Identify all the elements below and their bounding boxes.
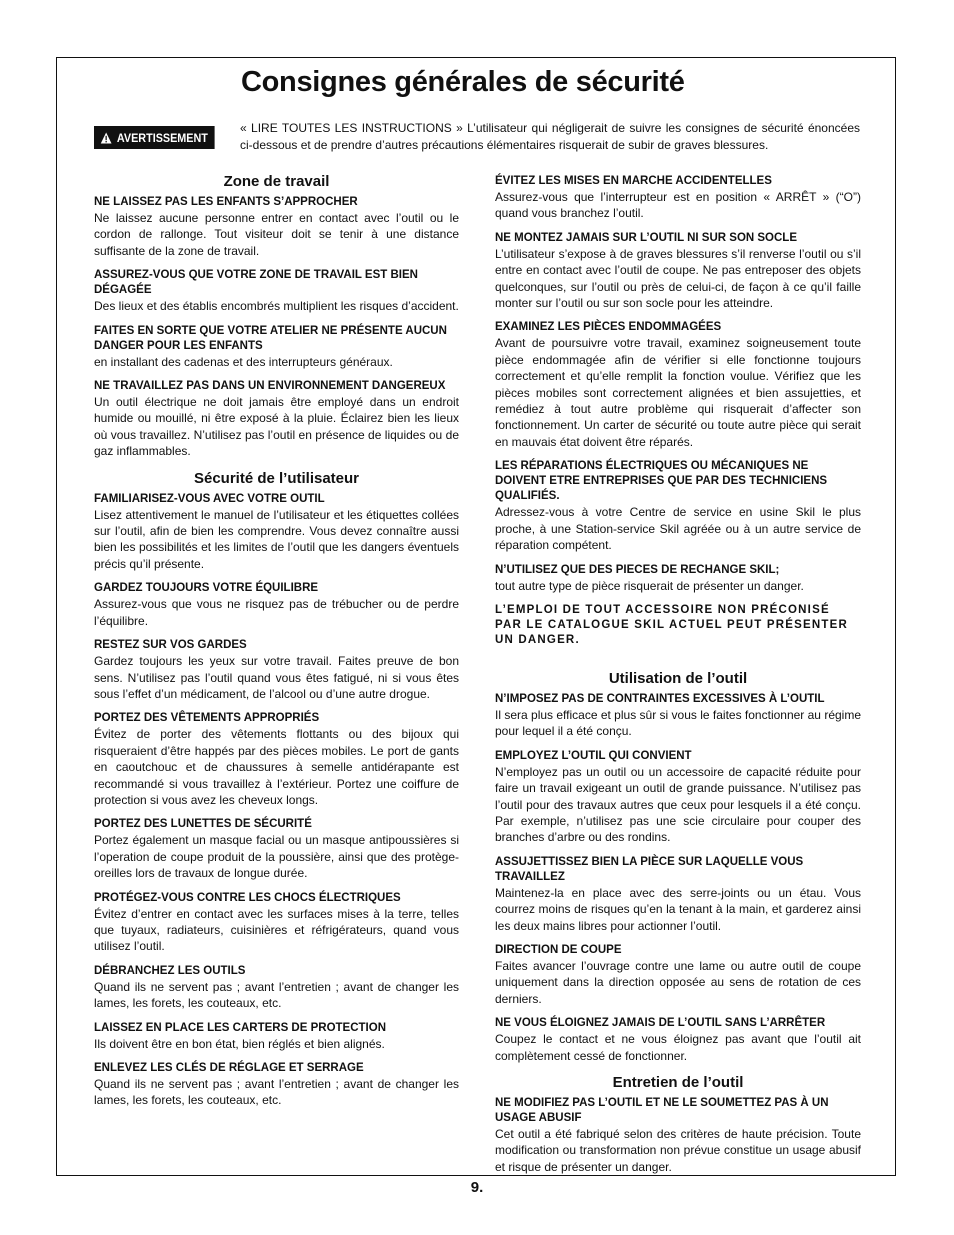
item-heading: EMPLOYEZ L’OUTIL QUI CONVIENT bbox=[495, 749, 692, 762]
item-text: Maintenez-la en place avec des serre-joints ou un étau. Vous courrez moins de risques qu’en la tenant à la main, et garderez ainsi les deux mains libres pour actionner l’outil. bbox=[495, 885, 861, 933]
left-column bbox=[94, 172, 459, 1118]
item-text: Cet outil a été fabriqué selon des critères de haute précision. Toute modification ou transformation non prévue constitue un usage abusif et risque de présenter un danger. bbox=[495, 1127, 861, 1174]
item-text: Évitez d’entrer en contact avec les surfaces mises à la terre, telles que tuyaux, radiateurs, cuisinières et réfrigérateurs, quand vous utilisez l’outil. bbox=[94, 906, 459, 954]
item-text: tout autre type de pièce risquerait de présenter un danger. bbox=[495, 578, 804, 593]
item-text: Ne laissez aucune personne entrer en contact avec l’outil ou le cordon de rallonge. Tout visiteur doit se tenir à une distance suffisante de la zone de travail. bbox=[94, 211, 459, 258]
item-heading: RESTEZ SUR VOS GARDES bbox=[94, 639, 247, 652]
item-text: Adressez-vous à votre Centre de service en usine Skil le plus proche, à une Station-service Skil agréée ou à un autre service de réparation compétent. bbox=[495, 505, 861, 553]
right-column bbox=[495, 174, 861, 1184]
item-heading: ENLEVEZ LES CLÉS DE RÉGLAGE ET SERRAGE bbox=[94, 1062, 364, 1074]
item-heading: DÉBRANCHEZ LES OUTILS bbox=[94, 964, 246, 977]
warning-triangle-icon bbox=[101, 132, 113, 144]
instruction-item bbox=[495, 231, 861, 312]
item-heading: PROTÉGEZ-VOUS CONTRE LES CHOCS ÉLECTRIQUES bbox=[94, 891, 401, 904]
section-title-zone-de-travail: Zone de travail bbox=[223, 173, 330, 190]
item-text: N’employez pas un outil ou un accessoire de capacité réduite pour faire un travail exigeant un outil de grande puissance. N’utilisez pas l’outil pour des travaux autres que ceux pour lesquels il a été conçu. Par exemple, n’utilisez pas une scie circulaire pour couper des branches d’arbre ou des rondins. bbox=[495, 764, 861, 845]
item-heading: NE TRAVAILLEZ PAS DANS UN ENVIRONNEMENT DANGEREUX bbox=[94, 380, 446, 393]
instruction-item bbox=[94, 195, 459, 259]
item-text: Il sera plus efficace et plus sûr si vous le faites fonctionner au régime pour lequel il a été conçu. bbox=[495, 707, 861, 739]
instruction-item bbox=[94, 1021, 459, 1052]
instruction-item bbox=[495, 1016, 861, 1064]
instruction-item bbox=[94, 1061, 459, 1109]
item-text: Gardez toujours les yeux sur votre travail. Faites preuve de bon sens. N’utilisez pas l’outil quand vous êtes fatigué, ni si vous êtes sous l’effet d’un médicament, de l’alcool ou d’une autre drogue. bbox=[94, 654, 459, 701]
instruction-item bbox=[495, 855, 861, 934]
instruction-item bbox=[94, 581, 459, 629]
item-text: Quand ils ne servent pas ; avant l’entretien ; avant de changer les lames, les forets, les couteaux, etc. bbox=[94, 1077, 459, 1108]
item-heading: ÉVITEZ LES MISES EN MARCHE ACCIDENTELLES bbox=[495, 175, 772, 187]
item-text: Assurez-vous que vous ne risquez pas de trébucher ou de perdre l’équilibre. bbox=[94, 597, 459, 628]
item-text: Portez également un masque facial ou un masque antipoussières si l’operation de coupe produit de la poussière, ainsi que des protège-oreilles lors de travaux de longue durée. bbox=[94, 833, 459, 881]
instruction-item bbox=[495, 174, 861, 222]
section-title-securite-utilisateur: Sécurité de l’utilisateur bbox=[193, 469, 360, 487]
item-heading: PORTEZ DES LUNETTES DE SÉCURITÉ bbox=[94, 818, 312, 831]
instruction-item bbox=[94, 711, 459, 808]
item-heading: PORTEZ DES VÊTEMENTS APPROPRIÉS bbox=[94, 712, 320, 725]
instruction-item bbox=[495, 749, 861, 846]
instruction-item bbox=[94, 964, 459, 1012]
instruction-item bbox=[94, 379, 459, 460]
item-text: Assurez-vous que l’interrupteur est en position « ARRÊT » (“O”) quand vous branchez l’outil. bbox=[495, 190, 861, 221]
instruction-item bbox=[495, 563, 861, 594]
item-heading: NE LAISSEZ PAS LES ENFANTS S’APPROCHER bbox=[94, 196, 358, 208]
item-text: en installant des cadenas et des interrupteurs généraux. bbox=[94, 354, 393, 369]
item-text: L’utilisateur s’expose à de graves blessures s’il renverse l’outil ou s’il entre en contact avec l’outil de coupe. Ne pas entreposer des objets quelconques, sur l’outil ou près de celui-ci, de façon à ce qu’il faille monter sur l’outil ou sur son socle pour les atteindre. bbox=[495, 246, 861, 311]
item-text: Faites avancer l’ouvrage contre une lame ou autre outil de coupe uniquement dans la direction opposée au sens de rotation de ces derniers. bbox=[495, 958, 861, 1006]
item-text: Coupez le contact et ne vous éloignez pas avant que l’outil ait complètement cessé de fonctionner. bbox=[495, 1032, 861, 1063]
item-heading: NE VOUS ÉLOIGNEZ JAMAIS DE L’OUTIL SANS L’ARRÊTER bbox=[495, 1017, 826, 1030]
item-text: Ils doivent être en bon état, bien réglés et bien alignés. bbox=[94, 1036, 385, 1051]
instruction-item bbox=[94, 817, 459, 881]
item-text: Des lieux et des établis encombrés multiplient les risques d’accident. bbox=[94, 299, 459, 314]
item-heading: ASSUREZ-VOUS QUE VOTRE ZONE DE TRAVAIL EST BIEN DÉGAGÉE bbox=[94, 269, 418, 297]
item-heading: ASSUJETTISSEZ BIEN LA PIÈCE SUR LAQUELLE VOUS TRAVAILLEZ bbox=[495, 855, 804, 883]
item-heading: EXAMINEZ LES PIÈCES ENDOMMAGÉES bbox=[495, 321, 722, 334]
instruction-item bbox=[94, 268, 459, 314]
instruction-item bbox=[495, 1096, 861, 1175]
section-title-utilisation-outil: Utilisation de l’outil bbox=[608, 669, 748, 687]
page-number: 9. bbox=[470, 1179, 484, 1196]
item-heading: LAISSEZ EN PLACE LES CARTERS DE PROTECTION bbox=[94, 1021, 386, 1034]
item-text: Lisez attentivement le manuel de l’utilisateur et les étiquettes collées sur l’outil, afin de bien les comprendre. Vous devez connaître aussi bien les possibilités et les limites de l’outil que les dangers éventuels précis qu’il présente. bbox=[94, 507, 459, 571]
instruction-item bbox=[94, 324, 459, 370]
item-heading: NE MODIFIEZ PAS L’OUTIL ET NE LE SOUMETTEZ PAS À UN USAGE ABUSIF bbox=[495, 1097, 829, 1124]
item-heading: GARDEZ TOUJOURS VOTRE ÉQUILIBRE bbox=[94, 582, 319, 595]
item-text: Évitez de porter des vêtements flottants ou des bijoux qui risqueraient d’être happés par des pièces mobiles. Le port de gants en caoutchouc et de chaussures à semelle antidérapante est recommandé si vous travaillez à l’extérieur. Portez une coiffure de protection si vous avez les cheveux longs. bbox=[94, 727, 459, 807]
instruction-item bbox=[94, 638, 459, 702]
item-heading: FAMILIARISEZ-VOUS AVEC VOTRE OUTIL bbox=[94, 492, 325, 505]
instruction-item bbox=[495, 943, 861, 1007]
item-heading: DIRECTION DE COUPE bbox=[495, 943, 622, 956]
item-heading: L’EMPLOI DE TOUT ACCESSOIRE NON PRÉCONISÉ PAR LE CATALOGUE SKIL ACTUEL PEUT PRÉSENTER UN DANGER. bbox=[495, 603, 848, 646]
item-text: Un outil électrique ne doit jamais être employé dans un endroit humide ou mouillé, ni être exposé à la pluie. Éclairez bien les lieux où vous travaillez. N’utilisez pas l’outil en présence de liquides ou de gaz inflammables. bbox=[94, 395, 459, 459]
item-text: Quand ils ne servent pas ; avant l’entretien ; avant de changer les lames, les forets, les couteaux, etc. bbox=[94, 979, 459, 1011]
instruction-item bbox=[495, 459, 861, 553]
instruction-item bbox=[94, 492, 459, 573]
section-title-entretien-outil: Entretien de l’outil bbox=[612, 1074, 744, 1091]
item-text: Avant de poursuivre votre travail, examinez soigneusement toute pièce endommagée afin de vérifier si elle fonctionne toujours correctement et qu’elle remplit la fonction voulue. Vérifiez que les pièces mobiles sont correctement alignées et bien assujetties, et remédiez à tout autre problème qui risquerait d’affecter son fonctionnement. Un carter de sécurité ou toute autre pièce qui serait en mauvais état doivent être réparés. bbox=[495, 336, 861, 449]
instruction-item bbox=[94, 891, 459, 955]
warning-text: « LIRE TOUTES LES INSTRUCTIONS » L’utilisateur qui négligerait de suivre les consignes de sécurité énoncées ci-dessous et de prendre d’autres précautions élémentaires risquerait de subir de graves blessures. bbox=[240, 121, 860, 152]
item-heading: N’IMPOSEZ PAS DE CONTRAINTES EXCESSIVES À L’OUTIL bbox=[495, 692, 825, 705]
item-heading: N’UTILISEZ QUE DES PIECES DE RECHANGE SKIL; bbox=[495, 563, 780, 576]
instruction-item bbox=[495, 603, 861, 648]
item-heading: NE MONTEZ JAMAIS SUR L’OUTIL NI SUR SON SOCLE bbox=[495, 231, 798, 244]
warning-badge-label: AVERTISSEMENT bbox=[116, 130, 208, 145]
warning-badge bbox=[94, 126, 215, 149]
instruction-item bbox=[495, 692, 861, 740]
item-heading: LES RÉPARATIONS ÉLECTRIQUES OU MÉCANIQUES NE DOIVENT ETRE ENTREPRISES QUE PAR DES TECHNICIENS QUALIFIÉS. bbox=[495, 460, 828, 503]
item-heading: FAITES EN SORTE QUE VOTRE ATELIER NE PRÉSENTE AUCUN DANGER POUR LES ENFANTS bbox=[94, 324, 447, 352]
page-title: Consignes générales de sécurité bbox=[241, 66, 685, 98]
instruction-item bbox=[495, 320, 861, 450]
